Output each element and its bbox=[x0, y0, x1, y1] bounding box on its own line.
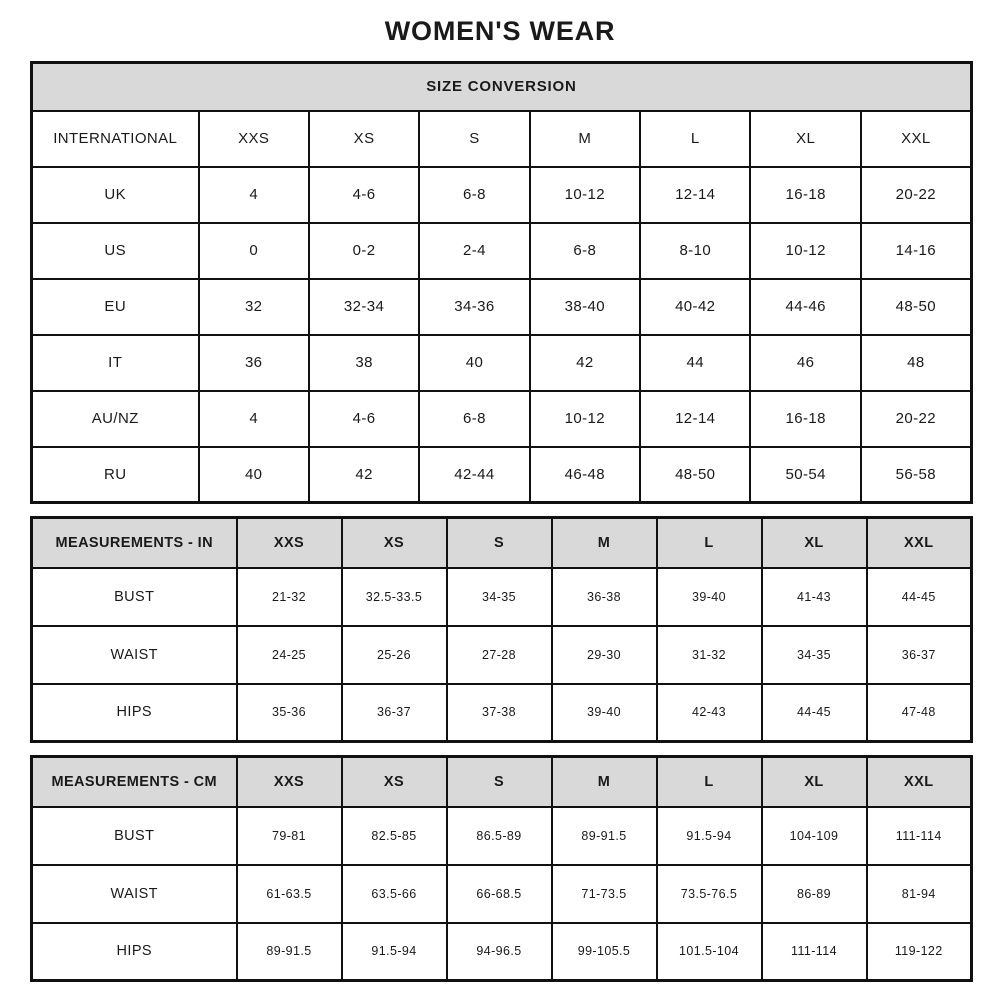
table-cell: 10-12 bbox=[530, 167, 640, 223]
table-cell: 50-54 bbox=[750, 447, 860, 503]
column-header: XXL bbox=[867, 518, 972, 568]
table-row bbox=[32, 923, 972, 981]
table-cell: 39-40 bbox=[657, 568, 762, 626]
table-cell: 86.5-89 bbox=[447, 807, 552, 865]
column-header: XL bbox=[762, 757, 867, 807]
measurements-in-table bbox=[30, 516, 973, 743]
table-cell: 63.5-66 bbox=[342, 865, 447, 923]
table-cell: 40-42 bbox=[640, 279, 750, 335]
table-cell: 32-34 bbox=[309, 279, 419, 335]
column-header: M bbox=[552, 518, 657, 568]
table-cell: 89-91.5 bbox=[237, 923, 342, 981]
table-cell: 44 bbox=[640, 335, 750, 391]
measurements-cm-table bbox=[30, 755, 973, 982]
table-cell: 25-26 bbox=[342, 626, 447, 684]
table-cell: 36-38 bbox=[552, 568, 657, 626]
table-cell: 10-12 bbox=[530, 391, 640, 447]
size-conversion-table bbox=[30, 61, 973, 504]
row-label: HIPS bbox=[32, 923, 237, 981]
column-header: XS bbox=[309, 111, 419, 167]
row-label: IT bbox=[32, 335, 199, 391]
table-cell: 2-4 bbox=[419, 223, 529, 279]
table-cell: 89-91.5 bbox=[552, 807, 657, 865]
table-cell: 39-40 bbox=[552, 684, 657, 742]
table-cell: 40 bbox=[199, 447, 309, 503]
table-label-header: MEASUREMENTS - IN bbox=[32, 518, 237, 568]
table-cell: 6-8 bbox=[419, 391, 529, 447]
table-row bbox=[32, 335, 972, 391]
table-cell: 21-32 bbox=[237, 568, 342, 626]
column-header: XL bbox=[762, 518, 867, 568]
table-cell: 71-73.5 bbox=[552, 865, 657, 923]
table-row bbox=[32, 684, 972, 742]
table-cell: 42-43 bbox=[657, 684, 762, 742]
row-label: EU bbox=[32, 279, 199, 335]
measurements-cm-table-body bbox=[32, 757, 972, 981]
table-row bbox=[32, 807, 972, 865]
table-cell: 0-2 bbox=[309, 223, 419, 279]
table-cell: 81-94 bbox=[867, 865, 972, 923]
table-cell: 36-37 bbox=[342, 684, 447, 742]
table-cell: 73.5-76.5 bbox=[657, 865, 762, 923]
column-header: S bbox=[419, 111, 529, 167]
table-cell: 44-45 bbox=[867, 568, 972, 626]
column-header: L bbox=[640, 111, 750, 167]
table-cell: 16-18 bbox=[750, 167, 860, 223]
table-cell: 31-32 bbox=[657, 626, 762, 684]
table-row bbox=[32, 865, 972, 923]
table-cell: 38-40 bbox=[530, 279, 640, 335]
table-cell: 32 bbox=[199, 279, 309, 335]
table-title: SIZE CONVERSION bbox=[32, 63, 972, 111]
table-cell: 40 bbox=[419, 335, 529, 391]
table-label-header: MEASUREMENTS - CM bbox=[32, 757, 237, 807]
table-cell: 99-105.5 bbox=[552, 923, 657, 981]
column-header: XS bbox=[342, 757, 447, 807]
measurements-in-table-body bbox=[32, 518, 972, 742]
table-header-row bbox=[32, 518, 972, 568]
table-cell: 82.5-85 bbox=[342, 807, 447, 865]
table-cell: 42 bbox=[530, 335, 640, 391]
table-row bbox=[32, 568, 972, 626]
table-cell: 101.5-104 bbox=[657, 923, 762, 981]
table-cell: 8-10 bbox=[640, 223, 750, 279]
column-header: XXL bbox=[861, 111, 972, 167]
page-title: WOMEN'S WEAR bbox=[384, 16, 616, 46]
column-header: S bbox=[447, 518, 552, 568]
column-header: XL bbox=[750, 111, 860, 167]
table-cell: 44-45 bbox=[762, 684, 867, 742]
table-cell: 42-44 bbox=[419, 447, 529, 503]
table-cell: 4 bbox=[199, 167, 309, 223]
table-title-row bbox=[32, 63, 972, 111]
column-header: XXS bbox=[237, 757, 342, 807]
table-cell: 4 bbox=[199, 391, 309, 447]
table-cell: 94-96.5 bbox=[447, 923, 552, 981]
table-cell: 6-8 bbox=[530, 223, 640, 279]
table-cell: 4-6 bbox=[309, 167, 419, 223]
table-cell: 34-35 bbox=[762, 626, 867, 684]
table-cell: 66-68.5 bbox=[447, 865, 552, 923]
table-row bbox=[32, 391, 972, 447]
table-cell: 34-36 bbox=[419, 279, 529, 335]
table-cell: 16-18 bbox=[750, 391, 860, 447]
column-header: XXS bbox=[199, 111, 309, 167]
table-row bbox=[32, 223, 972, 279]
column-header: XS bbox=[342, 518, 447, 568]
table-cell: 42 bbox=[309, 447, 419, 503]
table-row bbox=[32, 167, 972, 223]
table-cell: 4-6 bbox=[309, 391, 419, 447]
table-cell: 20-22 bbox=[861, 391, 972, 447]
row-label: US bbox=[32, 223, 199, 279]
table-cell: 36-37 bbox=[867, 626, 972, 684]
table-cell: 29-30 bbox=[552, 626, 657, 684]
table-cell: 46 bbox=[750, 335, 860, 391]
table-cell: 34-35 bbox=[447, 568, 552, 626]
table-cell: 20-22 bbox=[861, 167, 972, 223]
column-header: M bbox=[552, 757, 657, 807]
row-label: AU/NZ bbox=[32, 391, 199, 447]
row-label: BUST bbox=[32, 568, 237, 626]
column-header: L bbox=[657, 757, 762, 807]
table-row bbox=[32, 279, 972, 335]
table-cell: 12-14 bbox=[640, 167, 750, 223]
table-cell: 91.5-94 bbox=[342, 923, 447, 981]
table-cell: 36 bbox=[199, 335, 309, 391]
row-label: RU bbox=[32, 447, 199, 503]
size-conversion-table-body bbox=[32, 63, 972, 503]
table-cell: 44-46 bbox=[750, 279, 860, 335]
table-cell: 104-109 bbox=[762, 807, 867, 865]
table-cell: 48 bbox=[861, 335, 972, 391]
table-cell: 10-12 bbox=[750, 223, 860, 279]
column-header: M bbox=[530, 111, 640, 167]
table-cell: 37-38 bbox=[447, 684, 552, 742]
table-cell: 6-8 bbox=[419, 167, 529, 223]
table-cell: 48-50 bbox=[640, 447, 750, 503]
table-label-header: INTERNATIONAL bbox=[32, 111, 199, 167]
row-label: HIPS bbox=[32, 684, 237, 742]
table-cell: 0 bbox=[199, 223, 309, 279]
table-cell: 111-114 bbox=[867, 807, 972, 865]
row-label: WAIST bbox=[32, 865, 237, 923]
table-row bbox=[32, 447, 972, 503]
table-cell: 24-25 bbox=[237, 626, 342, 684]
table-cell: 38 bbox=[309, 335, 419, 391]
table-row bbox=[32, 626, 972, 684]
table-cell: 46-48 bbox=[530, 447, 640, 503]
table-cell: 91.5-94 bbox=[657, 807, 762, 865]
table-cell: 119-122 bbox=[867, 923, 972, 981]
table-cell: 111-114 bbox=[762, 923, 867, 981]
table-cell: 12-14 bbox=[640, 391, 750, 447]
table-cell: 27-28 bbox=[447, 626, 552, 684]
table-header-row bbox=[32, 757, 972, 807]
column-header: XXL bbox=[867, 757, 972, 807]
row-label: WAIST bbox=[32, 626, 237, 684]
table-cell: 41-43 bbox=[762, 568, 867, 626]
row-label: UK bbox=[32, 167, 199, 223]
column-header: L bbox=[657, 518, 762, 568]
table-header-row bbox=[32, 111, 972, 167]
table-cell: 32.5-33.5 bbox=[342, 568, 447, 626]
column-header: XXS bbox=[237, 518, 342, 568]
table-cell: 35-36 bbox=[237, 684, 342, 742]
table-cell: 47-48 bbox=[867, 684, 972, 742]
table-cell: 48-50 bbox=[861, 279, 972, 335]
table-cell: 14-16 bbox=[861, 223, 972, 279]
row-label: BUST bbox=[32, 807, 237, 865]
table-cell: 86-89 bbox=[762, 865, 867, 923]
table-cell: 56-58 bbox=[861, 447, 972, 503]
table-cell: 61-63.5 bbox=[237, 865, 342, 923]
table-cell: 79-81 bbox=[237, 807, 342, 865]
column-header: S bbox=[447, 757, 552, 807]
